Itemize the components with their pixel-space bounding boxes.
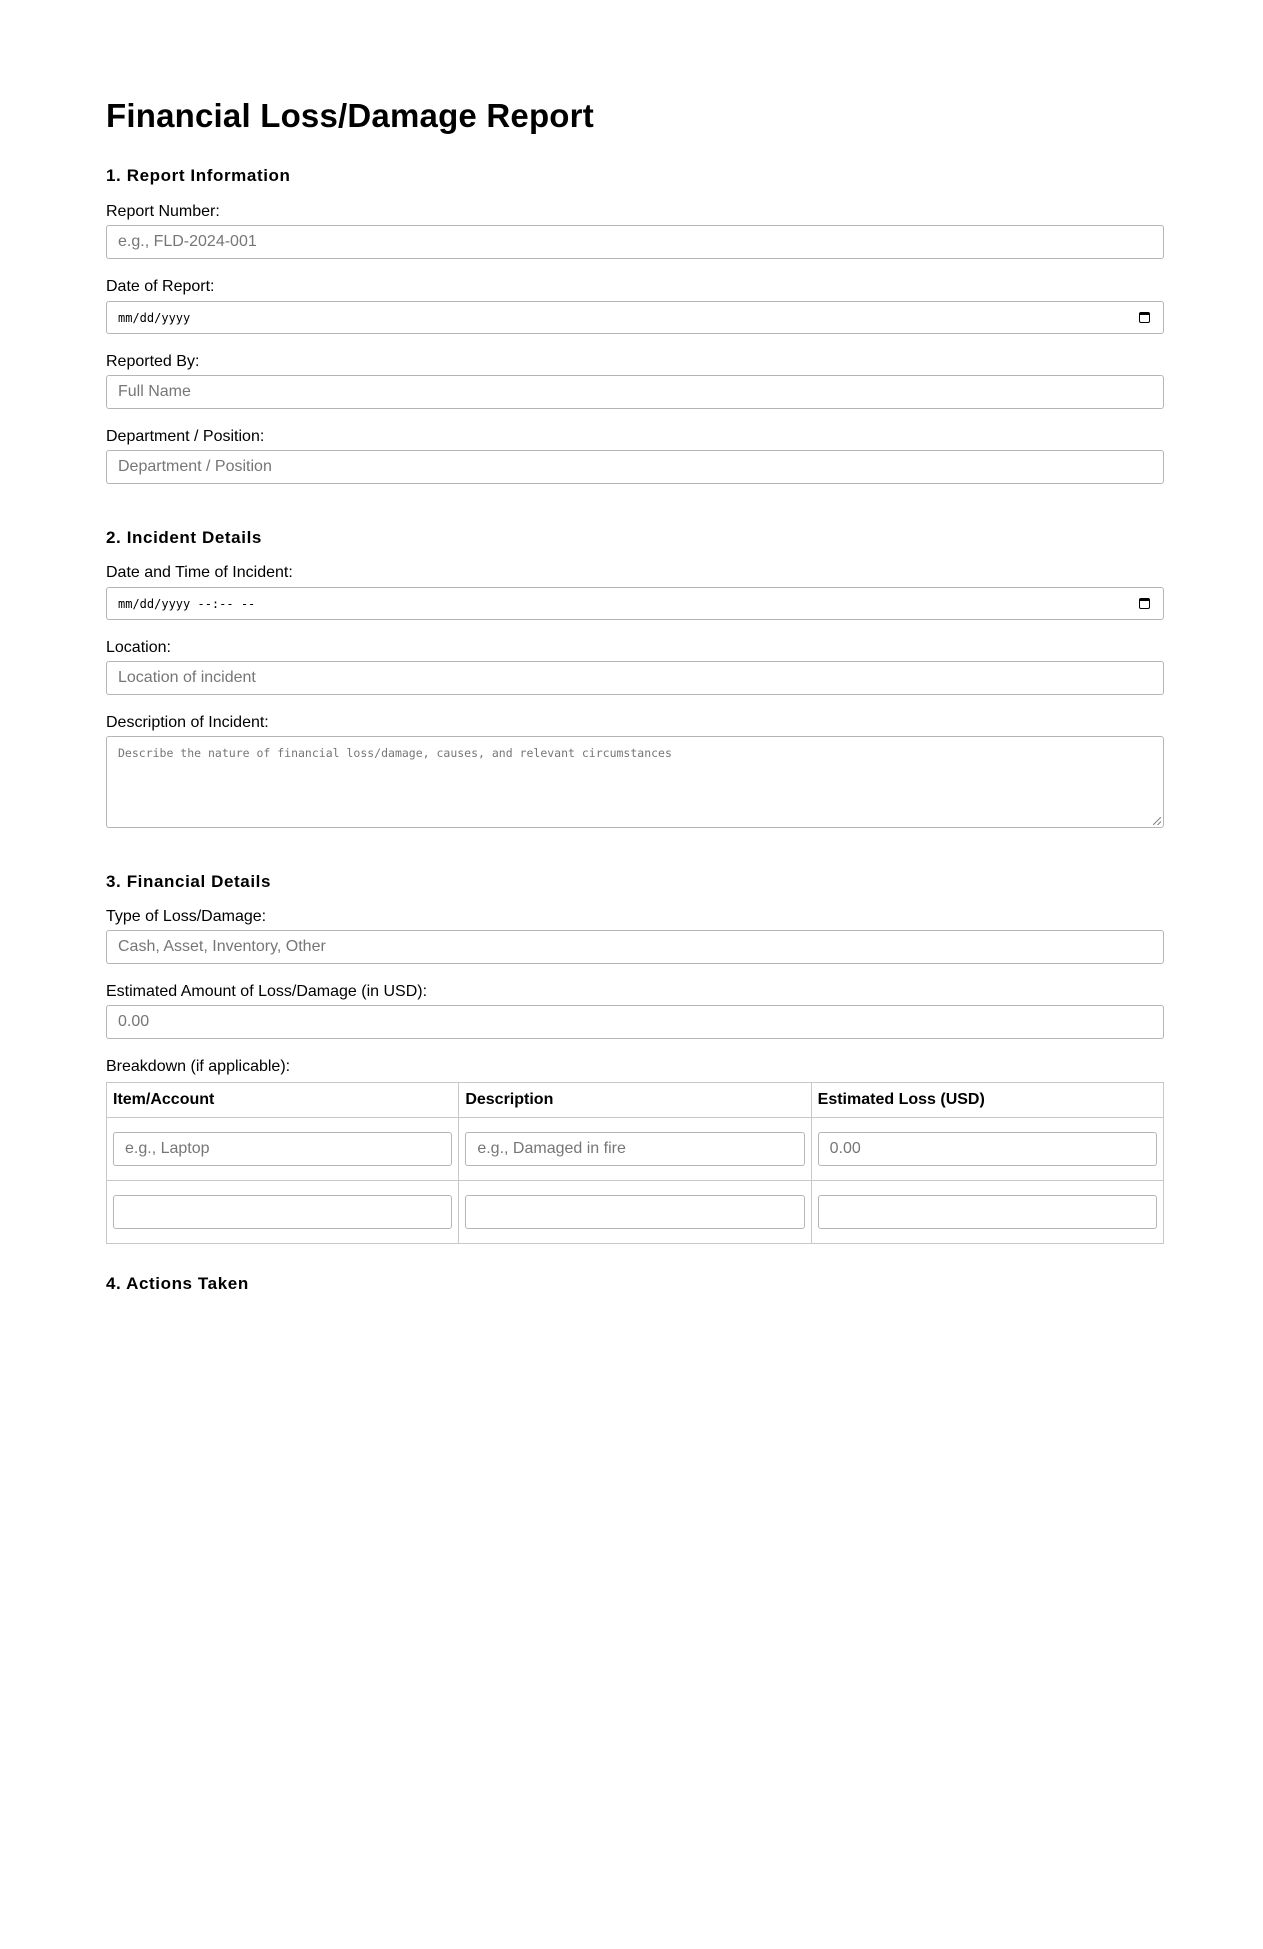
estimated-amount-placeholder: 0.00 — [118, 1013, 150, 1030]
date-of-report-label: Date of Report: — [106, 278, 215, 295]
item-description-placeholder: e.g., Damaged in fire — [477, 1140, 626, 1157]
table-cell — [107, 1118, 459, 1181]
column-header-estimated-loss: Estimated Loss (USD) — [811, 1083, 1163, 1118]
item-estimated-loss-placeholder: 0.00 — [829, 1140, 861, 1157]
section-title-incident-details: 2. Incident Details — [106, 528, 262, 547]
reported-by-input[interactable] — [106, 375, 1164, 409]
table-cell — [811, 1181, 1163, 1244]
location-label: Location: — [106, 639, 171, 656]
item-account-placeholder: e.g., Laptop — [125, 1140, 210, 1157]
item-estimated-loss-input[interactable] — [818, 1132, 1157, 1166]
loss-type-placeholder: Cash, Asset, Inventory, Other — [118, 938, 326, 955]
breakdown-label: Breakdown (if applicable): — [106, 1058, 291, 1075]
location-input[interactable] — [106, 661, 1164, 695]
date-of-report-placeholder: mm/dd/yyyy — [118, 310, 191, 325]
page-title: Financial Loss/Damage Report — [106, 97, 594, 134]
date-of-report-input[interactable] — [106, 301, 1164, 334]
section-title-report-information: 1. Report Information — [106, 166, 291, 185]
item-account-input[interactable] — [113, 1195, 452, 1229]
incident-datetime-label: Date and Time of Incident: — [106, 564, 293, 581]
table-cell — [811, 1118, 1163, 1181]
breakdown-header-row — [107, 1083, 1164, 1118]
resize-grip-icon[interactable] — [1153, 817, 1161, 825]
estimated-amount-label: Estimated Amount of Loss/Damage (in USD): — [106, 983, 428, 1000]
table-row — [107, 1118, 1164, 1181]
table-row — [107, 1181, 1164, 1244]
incident-description-label: Description of Incident: — [106, 714, 269, 731]
item-description-input[interactable] — [465, 1195, 804, 1229]
department-placeholder: Department / Position — [118, 458, 272, 475]
table-cell — [107, 1181, 459, 1244]
column-header-item-account: Item/Account — [107, 1083, 459, 1118]
incident-datetime-placeholder: mm/dd/yyyy --:-- -- — [118, 596, 256, 611]
item-description-input[interactable] — [465, 1132, 804, 1166]
report-number-input[interactable] — [106, 225, 1164, 259]
item-estimated-loss-input[interactable] — [818, 1195, 1157, 1229]
loss-type-label: Type of Loss/Damage: — [106, 908, 267, 925]
item-account-input[interactable] — [113, 1132, 452, 1166]
breakdown-table — [106, 1082, 1164, 1244]
estimated-amount-input[interactable] — [106, 1005, 1164, 1039]
incident-datetime-input[interactable] — [106, 587, 1164, 620]
calendar-icon[interactable] — [1139, 312, 1150, 323]
column-header-description: Description — [459, 1083, 811, 1118]
calendar-icon[interactable] — [1139, 598, 1150, 609]
section-title-financial-details: 3. Financial Details — [106, 872, 272, 891]
loss-type-input[interactable] — [106, 930, 1164, 964]
reported-by-placeholder: Full Name — [118, 383, 191, 400]
department-label: Department / Position: — [106, 428, 265, 445]
report-number-label: Report Number: — [106, 203, 220, 220]
table-cell — [459, 1118, 811, 1181]
incident-description-textarea[interactable] — [106, 736, 1164, 828]
reported-by-label: Reported By: — [106, 353, 200, 370]
table-cell — [459, 1181, 811, 1244]
location-placeholder: Location of incident — [118, 669, 256, 686]
section-title-actions-taken: 4. Actions Taken — [106, 1274, 249, 1293]
report-number-placeholder: e.g., FLD-2024-001 — [118, 233, 257, 250]
department-input[interactable] — [106, 450, 1164, 484]
incident-description-placeholder: Describe the nature of financial loss/damage, causes, and relevant circumstances — [118, 746, 672, 760]
